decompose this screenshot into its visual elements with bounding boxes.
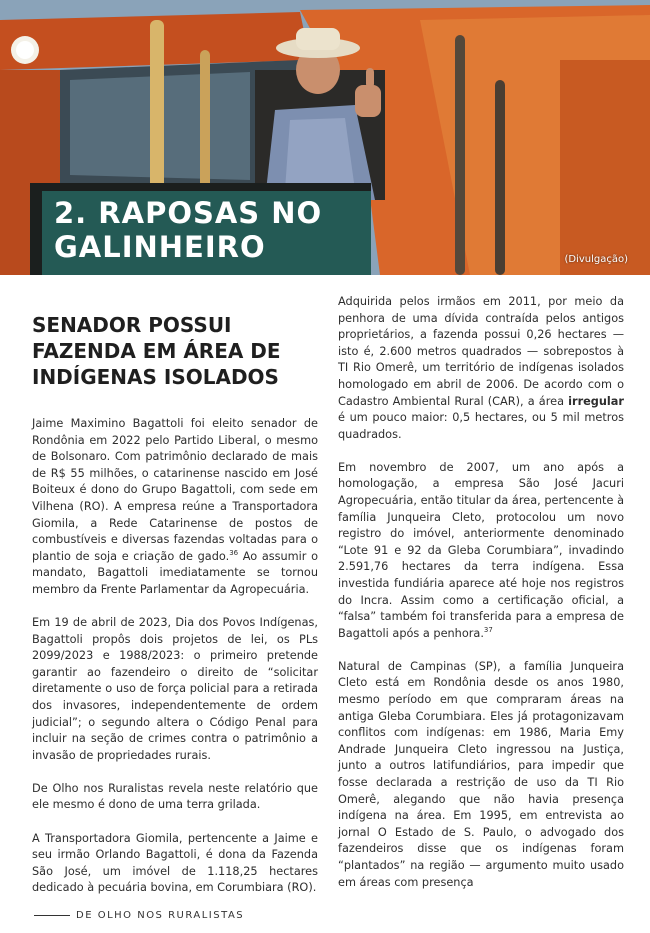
footer-rule <box>34 915 70 916</box>
paragraph-text: Jaime Maximino Bagattoli foi eleito senador de Rondônia em 2022 pelo Partido Liberal, o mesmo de Bolsonaro. Com patrimônio declarado de mais de R$ 55 milhões, o catarinense nascido em José Boiteux é dono do Grupo Bagattoli, com sede em Vilhena (RO). A empresa reúne a Transportadora Giomila, a Rede Catarinense de postos de combustíveis e diversas fazendas voltadas para o plantio de soja e criação de gado. <box>32 417 318 563</box>
page-footer <box>34 910 244 921</box>
paragraph: A Transportadora Giomila, pertencente a Jaime e seu irmão Orlando Bagattoli, é dona da Fazenda São José, um imóvel de 1.118,25 hectares dedicado à pecuária bovina, em Corumbiara (RO). <box>32 831 318 895</box>
paragraph: Natural de Campinas (SP), a família Junqueira Cleto está em Rondônia desde os anos 1980, mesmo período em que compraram áreas na antiga Gleba Corumbiara. Eles já protagonizavam conflitos com indígenas: em 1986, Maria Emy Andrade Junqueira Cleto ingressou na Justiça, junto a outros latifundiários, para impedir que fosse declarada a restrição de uso da TI Rio Omerê, alegando que não havia presença indígena na área. Em 1995, em entrevista ao jornal O Estado de S. Paulo, o advogado dos fazendeiros disse que os indígenas foram “plantados” na região — argumento muito usado em áreas com presença <box>338 659 624 889</box>
paragraph-text: é um pouco maior: 0,5 hectares, ou 5 mil metros quadrados. <box>338 411 624 441</box>
paragraph <box>338 294 624 443</box>
paragraph <box>32 416 318 599</box>
paragraph: Em 19 de abril de 2023, Dia dos Povos Indígenas, Bagattoli propôs dois projetos de lei, os PLs 2099/2023 e 1988/2023: o primeiro pretende garantir ao fazendeiro o direito de “solicitar diretamente o uso de força policial para a retirada dos invasores, independentemente de ordem judicial”; o segundo altera o Código Penal para incluir na seção de crimes contra o patrimônio a invasão de propriedades rurais. <box>32 616 318 762</box>
footnote-ref: 36 <box>229 548 239 557</box>
paragraph <box>338 460 624 643</box>
paragraph-text: Adquirida pelos irmãos em 2011, por meio da penhora de uma dívida contraída pelos antigos proprietários, a fazenda possui 0,26 hectares — isto é, 2.600 metros quadrados — sobrepostos à TI Rio Omerê, um território de indígenas isolados homologado em abril de 2006. De acordo com o Cadastro Ambiental Rural (CAR), a área <box>338 295 624 408</box>
paragraph-text: Em novembro de 2007, um ano após a homologação, a empresa São José Jacuri Agropecuária, então titular da área, pertencente à família Junqueira Cleto, protocolou um novo registro do imóvel, anteriormente denominado “Lote 91 e 92 da Gleba Corumbiara”, invadindo 2.591,76 hectares da terra indígena. Essa investida fundiária aparece até hoje nos registros do Incra. Assim como a certificação oficial, a “falsa” também foi transferida para a empresa de Bagattoli após a penhora. <box>338 460 624 640</box>
footer-text: DE OLHO NOS RURALISTAS <box>76 910 245 921</box>
left-column <box>32 416 318 913</box>
paragraph: De Olho nos Ruralistas revela neste relatório que ele mesmo é dono de uma terra grilada. <box>32 781 318 812</box>
section-title: 2. RAPOSAS NO GALINHEIRO <box>54 196 323 264</box>
paragraph-text: Ao assumir o mandato, Bagattoli imediatamente se tornou membro da Frente Parlamentar da Agropecuária. <box>32 549 318 596</box>
photo-credit: (Divulgação) <box>564 254 628 265</box>
right-column <box>338 294 624 908</box>
bold-term: irregular <box>568 394 624 408</box>
article-headline: SENADOR POSSUI FAZENDA EM ÁREA DE INDÍGENAS ISOLADOS <box>32 313 281 389</box>
footnote-ref: 37 <box>483 626 493 635</box>
